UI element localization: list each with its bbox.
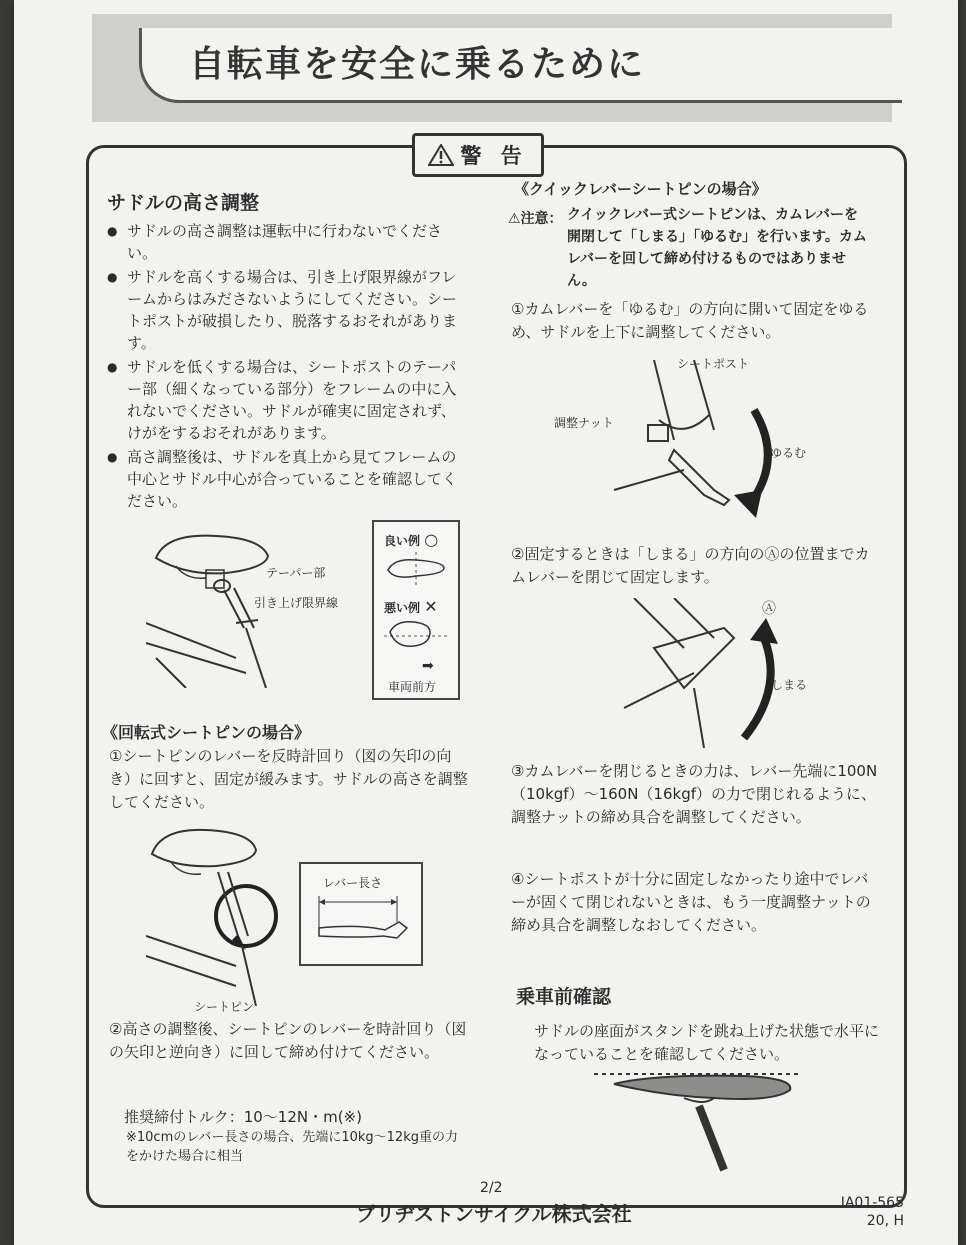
limit-line-label: 引き上げ限界線 (254, 596, 339, 610)
good-example-label: 良い例 (384, 534, 421, 548)
doc-code (814, 1194, 904, 1230)
saddle-height-heading: サドルの高さ調整 (107, 192, 260, 214)
bad-example-saddle-icon (384, 618, 448, 654)
rotary-step-2: ②高さの調整後、シートピンのレバーを時計回り（図の矢印と逆向き）に回して締め付けてください。 (109, 1020, 467, 1061)
seatpost-label: シートポスト (677, 357, 750, 371)
caution-text: クイックレバー式シートピンは、カムレバーを開閉して「しまる」「ゆるむ」を行います。カムレバーを回して締め付けるものではありません。 (567, 207, 867, 289)
rotary-pin-illustration (146, 826, 296, 1006)
quick-heading: 《クイックレバーシートピンの場合》 (514, 180, 767, 198)
loosen-label: ゆるむ (770, 446, 807, 460)
lever-length-diagram (309, 892, 413, 956)
adjust-nut-label: 調整ナット (554, 416, 614, 430)
warning-icon (428, 144, 454, 166)
level-saddle-illustration (594, 1062, 804, 1172)
list-item: ● サドルの高さ調整は運転中に行わないでください。 (107, 220, 469, 264)
company-name: ブリヂストンサイクル株式会社 (356, 1202, 632, 1226)
rotary-step-1: ①シートピンのレバーを反時計回り（図の矢印の向き）に回すと、固定が緩みます。サドルの高さを調整してください。 (109, 747, 468, 811)
torque-spec: 推奨締付トルク：10〜12N・m(※) (124, 1108, 362, 1126)
bad-mark-icon: ✕ (424, 597, 438, 616)
seat-pin-label: シートピン (194, 1000, 255, 1014)
taper-label: テーパー部 (266, 566, 326, 580)
warning-badge (412, 133, 544, 177)
list-item: ● 高さ調整後は、サドルを真上から見てフレームの中心とサドル中心が合っていることを確認してください。 (107, 446, 469, 512)
warning-label: 警 告 (460, 144, 528, 168)
caution-label: ⚠注意： (508, 211, 563, 227)
rotary-heading: 《回転式シートピンの場合》 (102, 723, 311, 742)
page-title: 自転車を安全に乗るために (189, 44, 646, 85)
good-example-saddle-icon (384, 552, 448, 588)
good-mark-icon: ○ (424, 530, 439, 549)
good-bad-example-box (372, 520, 460, 700)
pre-ride-heading: 乗車前確認 (516, 986, 612, 1008)
page-number: 2/2 (480, 1180, 503, 1196)
lever-length-label: レバー長さ (323, 876, 383, 890)
front-arrow-icon: ➡ (422, 658, 434, 674)
doc-code-line-1: IA01-565 (840, 1195, 904, 1211)
bad-example-label: 悪い例 (384, 601, 421, 615)
front-label: 車両前方 (388, 680, 437, 694)
list-item: ● サドルを高くする場合は、引き上げ限界線がフレームからはみださないようにしてください。シートポストが破損したり、脱落するおそれがあります。 (107, 266, 469, 354)
quick-tighten-illustration (614, 598, 794, 748)
doc-code-line-2: 20, H (866, 1213, 904, 1229)
torque-note: ※10cmのレバー長さの場合、先端に10kg〜12kg重の力をかけた場合に相当 (126, 1130, 458, 1164)
pre-ride-text: サドルの座面がスタンドを跳ね上げた状態で水平になっていることを確認してください。 (534, 1022, 880, 1063)
lever-length-box (299, 862, 423, 966)
position-a-label: Ⓐ (762, 601, 776, 617)
quick-step-1: ①カムレバーを「ゆるむ」の方向に開いて固定をゆるめ、サドルを上下に調整してください。 (511, 300, 869, 341)
quick-step-2: ②固定するときは「しまる」の方向のⒶの位置までカムレバーを閉じて固定します。 (511, 545, 870, 586)
tighten-label: しまる (771, 678, 808, 692)
document-page (14, 0, 958, 1245)
list-item: ● サドルを低くする場合は、シートポストのテーパー部（細くなっている部分）をフレームの中に入れないでください。サドルが確実に固定されず、けがをするおそれがあります。 (107, 356, 469, 444)
quick-step-4: ④シートポストが十分に固定しなかったり途中でレバーが固くて閉じれないときは、もう一度調整ナットの締め具合を調整しなおしてください。 (511, 870, 871, 934)
saddle-height-bullets (107, 220, 469, 514)
quick-step-3: ③カムレバーを閉じるときの力は、レバー先端に100N（10kgf）〜160N（16kgf）の力で閉じれるように、調整ナットの締め具合を調整してください。 (511, 762, 878, 826)
